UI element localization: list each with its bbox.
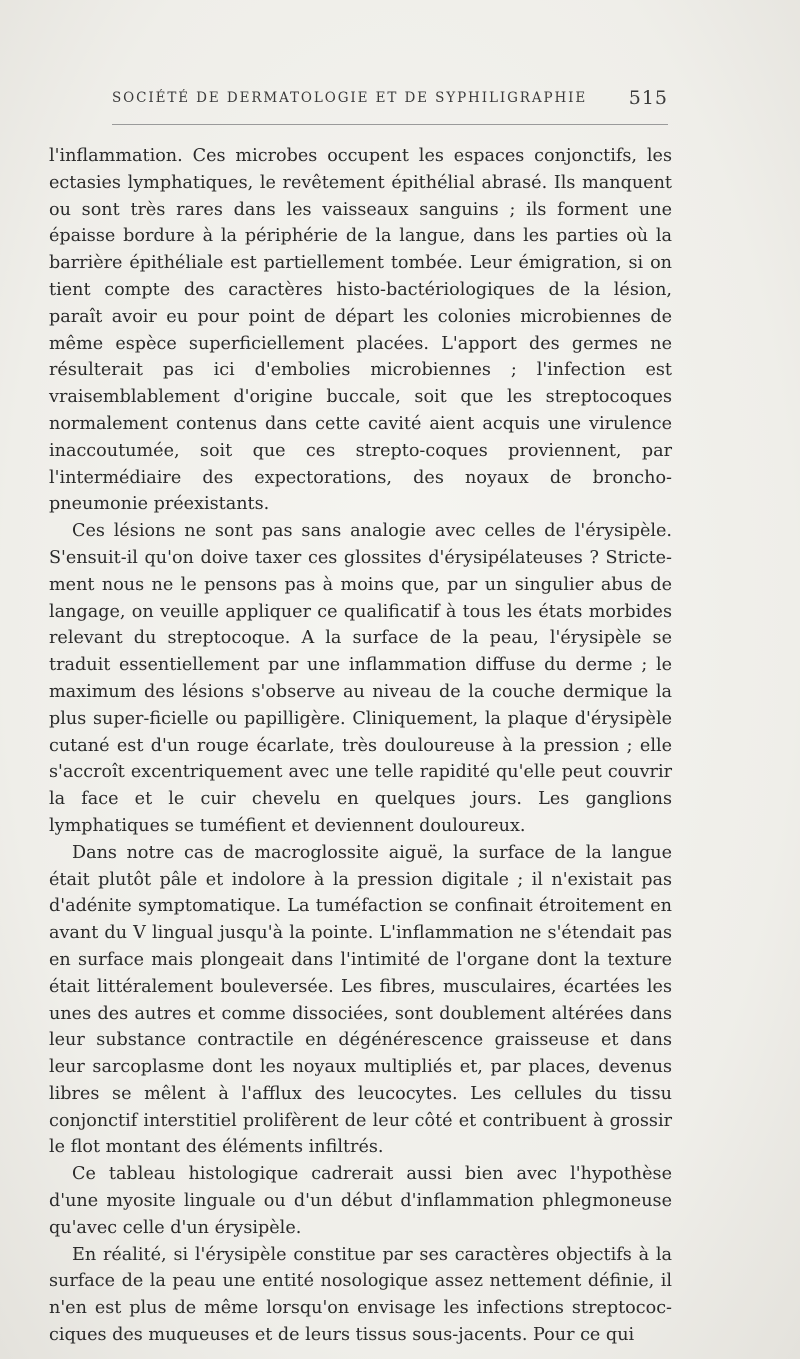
- body-text: [49, 143, 672, 1349]
- page-number: 515: [628, 87, 668, 109]
- paragraph-1: l'inflammation. Ces microbes occupent les espaces conjonctifs, les ectasies lymphatiques, le revêtement épithélial abrasé. Ils manquent ou sont très rares dans les vaisseaux sanguins ; ils forment une épaisse bordure à la périphérie de la langue, dans les parties où la barrière épithéliale est partiellement tombée. Leur émigration, si on tient compte des caractères histo-bactériologiques de la lésion, paraît avoir eu pour point de départ les colonies microbiennes de même espèce superficiellement placées. L'apport des germes ne résulterait pas ici d'embolies microbiennes ; l'infection est vraisemblablement d'origine buccale, soit que les streptocoques normalement contenus dans cette cavité aient acquis une virulence inaccoutumée, soit que ces strepto-coques proviennent, par l'intermédiaire des expectorations, des noyaux de broncho-pneumonie préexistants.: [49, 146, 672, 515]
- paragraph-4: Ce tableau histologique cadrerait aussi bien avec l'hypothèse d'une myosite linguale ou d'un début d'inflammation phlegmoneuse qu'avec celle d'un érysipèle.: [49, 1164, 672, 1238]
- paragraph-3: Dans notre cas de macroglossite aiguë, la surface de la langue était plutôt pâle et indolore à la pression digitale ; il n'existait pas d'adénite symptomatique. La tuméfaction se confinait étroitement en avant du V lingual jusqu'à la pointe. L'inflammation ne s'étendait pas en surface mais plongeait dans l'intimité de l'organe dont la texture était littéralement bouleversée. Les fibres, musculaires, écartées les unes des autres et comme dissociées, sont doublement altérées dans leur substance contractile en dégénérescence graisseuse et dans leur sarcoplasme dont les noyaux multipliés et, par places, devenus libres se mêlent à l'afflux des leucocytes. Les cellules du tissu conjonctif interstitiel prolifèrent de leur côté et contribuent à grossir le flot montant des éléments infiltrés.: [49, 842, 672, 1158]
- page-header: [112, 88, 668, 112]
- running-title: SOCIÉTÉ DE DERMATOLOGIE ET DE SYPHILIGRAPHIE: [112, 90, 588, 106]
- header-rule: [112, 124, 668, 125]
- paragraph-5: En réalité, si l'érysipèle constitue par ses caractères objectifs à la surface de la peau une entité nosologique assez nettement définie, il n'en est plus de même lorsqu'on envisage les infections streptococ-ciques des muqueuses et de leurs tissus sous-jacents. Pour ce qui: [49, 1244, 672, 1346]
- paragraph-2: Ces lésions ne sont pas sans analogie avec celles de l'érysipèle. S'ensuit-il qu'on doive taxer ces glossites d'érysipélateuses ? Stricte-ment nous ne le pensons pas à moins que, par un singulier abus de langage, on veuille appliquer ce qualificatif à tous les états morbides relevant du streptocoque. A la surface de la peau, l'érysipèle se traduit essentiellement par une inflammation diffuse du derme ; le maximum des lésions s'observe au niveau de la couche dermique la plus super-ficielle ou papilligère. Cliniquement, la plaque d'érysipèle cutané est d'un rouge écarlate, très douloureuse à la pression ; elle s'accroît excentriquement avec une telle rapidité qu'elle peut couvrir la face et le cuir chevelu en quelques jours. Les ganglions lymphatiques se tuméfient et deviennent douloureux.: [49, 521, 672, 836]
